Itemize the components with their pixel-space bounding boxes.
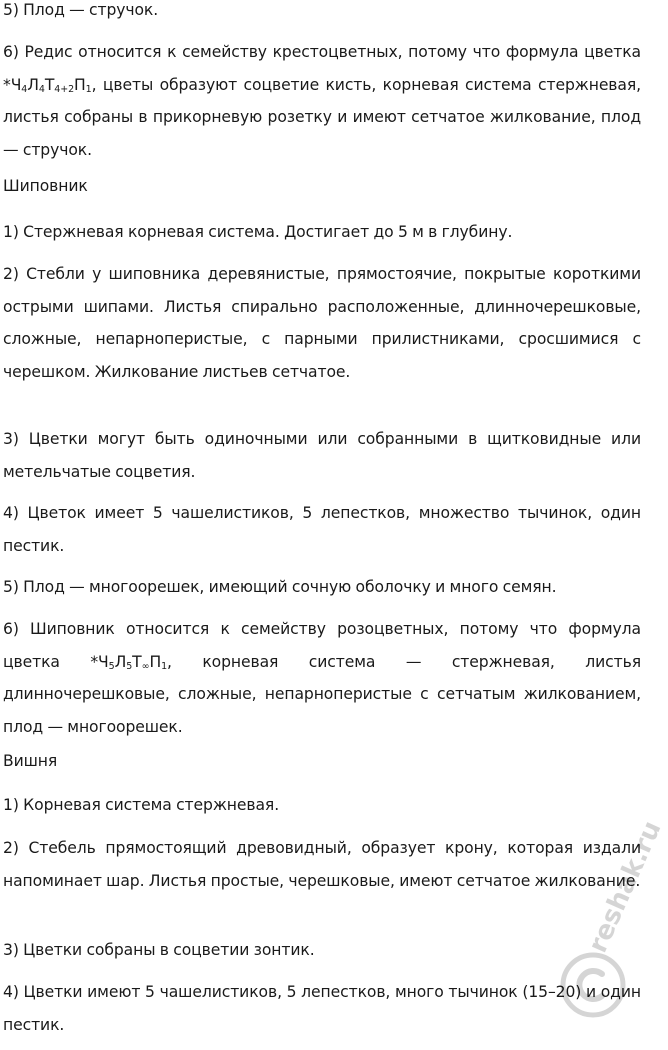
paragraph-rosehip-family: 6) Шиповник относится к семейству розоцветных, потому что формула цветка $*Ч_5Л_5Т_\infty П_1$, корневая система — стержневая, листья длинночерешковые, сложные, непарноперистые с сетчатым жилкованием, плод — многоорешек. [3,620,641,736]
paragraph-rosehip-stem: 2) Стебли у шиповника деревянистые, прямостоячие, покрытые короткими острыми шипами. Листья спирально расположенные, длинночерешковые, сложные, непарноперистые, с парными прилистниками, сросшимися с черешком. Жилкование листьев сетчатое. [3,265,641,381]
paragraph-rosehip-fruit: 5) Плод — многоорешек, имеющий сочную оболочку и много семян. [3,578,557,596]
paragraph-cherry-root: 1) Корневая система стержневая. [3,796,280,814]
paragraph-radish-family: 6) Редис относится к семейству крестоцветных, потому что формула цветка $*Ч_4Л_4Т_{4+2}П_1$, цветы образуют соцветие кисть, корневая система стержневая, листья собраны в прикорневую розетку и имеют сетчатое жилкование, плод — стручок. [3,43,641,159]
paragraph-cherry-stem: 2) Стебель прямостоящий древовидный, образует крону, которая издали напоминает шар. Листья простые, черешковые, имеют сетчатое жилкование. [3,839,641,890]
paragraph-cherry-inflorescence: 3) Цветки собраны в соцветии зонтик. [3,941,315,959]
paragraph-cherry-flower-structure: 4) Цветки имеют 5 чашелистиков, 5 лепестков, много тычинок (15–20) и один пестик. [3,983,641,1034]
paragraph-rosehip-flower-structure: 4) Цветок имеет 5 чашелистиков, 5 лепестков, множество тычинок, один пестик. [3,504,641,555]
watermark-text: reshak.ru [583,816,668,958]
paragraph-rosehip-flowers: 3) Цветки могут быть одиночными или собранными в щитковидные или метельчатые соцветия. [3,430,641,481]
heading-rosehip: Шиповник [3,177,88,195]
heading-cherry: Вишня [3,752,58,770]
paragraph-fruit-radish: 5) Плод — стручок. [3,1,159,19]
paragraph-rosehip-root: 1) Стержневая корневая система. Достигает до 5 м в глубину. [3,223,513,241]
